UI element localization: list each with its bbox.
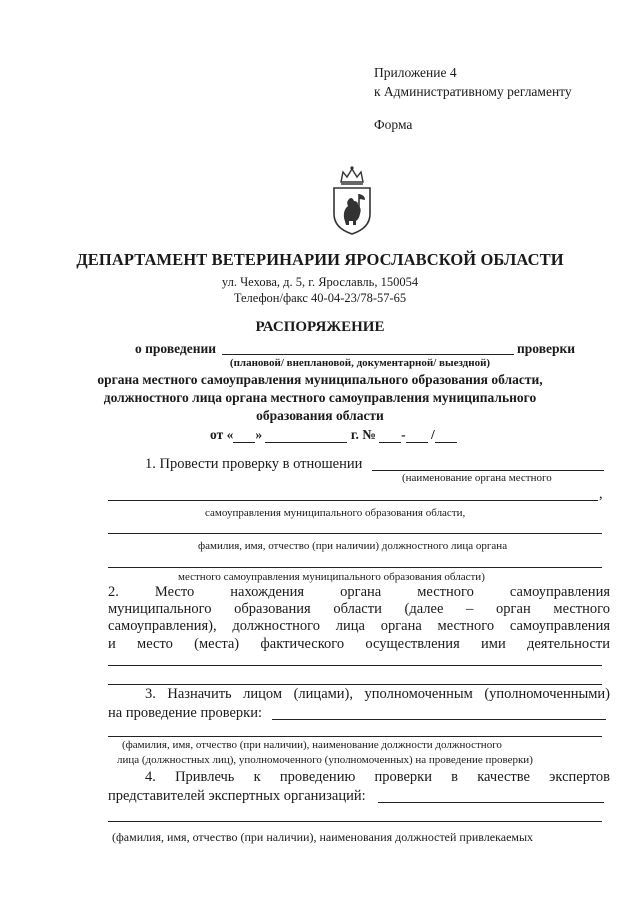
date-month-field[interactable] <box>265 428 347 443</box>
item-2-line-2: муниципального образования области (далее – орган местного <box>108 601 610 617</box>
form-label: Форма <box>374 117 413 132</box>
item-1-hint-4: местного самоуправления муниципального образования области) <box>178 571 485 583</box>
appendix-line-2: к Административному регламенту <box>374 84 572 99</box>
coat-of-arms-icon <box>329 164 375 236</box>
item-1-field-4[interactable] <box>108 567 602 568</box>
item-3-line-2: на проведение проверки: <box>108 705 263 721</box>
date-year-label: г. № <box>350 427 376 442</box>
item-2-line-3: самоуправления), должностного лица органа местного самоуправления <box>108 618 610 634</box>
item-1-field-3[interactable] <box>108 533 602 534</box>
order-number-slash: / <box>431 427 435 442</box>
item-3-line-1: 3. Назначить лицом (лицами), уполномоченным (уполномоченными) <box>145 686 610 702</box>
item-4-line-2: представителей экспертных организаций: <box>108 788 366 804</box>
item-3-field-1[interactable] <box>272 719 606 720</box>
item-2-field-1[interactable] <box>108 665 602 666</box>
order-number-part-2[interactable] <box>406 428 428 443</box>
item-1-field-2[interactable] <box>108 500 598 501</box>
item-4-line-1: 4. Привлечь к проведению проверки в качестве экспертов <box>145 769 610 785</box>
item-1-hint-3: фамилия, имя, отчество (при наличии) должностного лица органа <box>198 540 508 552</box>
item-3-field-2[interactable] <box>108 736 602 737</box>
item-1-text: 1. Провести проверку в отношении <box>145 456 363 472</box>
item-1-field-1[interactable] <box>372 470 604 471</box>
department-address: ул. Чехова, д. 5, г. Ярославль, 150054 <box>221 275 419 289</box>
date-line <box>210 427 457 443</box>
date-prefix: от « <box>210 427 234 442</box>
item-1-hint-1: (наименование органа местного <box>402 472 552 484</box>
appendix-line-1: Приложение 4 <box>374 65 457 80</box>
order-number-part-1[interactable] <box>379 428 401 443</box>
item-3-hint-1: (фамилия, имя, отчество (при наличии), наименование должности должностного <box>122 739 502 751</box>
order-title: РАСПОРЯЖЕНИЕ <box>255 319 385 335</box>
date-day-field[interactable] <box>233 428 255 443</box>
order-number-dash: - <box>401 427 406 442</box>
item-2-line-1: 2. Место нахождения органа местного самоуправления <box>108 584 610 600</box>
target-line-3: образования области <box>256 408 384 423</box>
department-phone: Телефон/факс 40-04-23/78-57-65 <box>233 291 407 305</box>
item-4-field-1[interactable] <box>378 802 604 803</box>
item-2-line-4: и место (места) фактического осуществления ими деятельности <box>108 636 610 652</box>
date-close-quote: » <box>255 427 263 442</box>
inspection-type-hint: (плановой/ внеплановой, документарной/ выездной) <box>229 357 491 369</box>
target-line-2: должностного лица органа местного самоуправления муниципального <box>103 390 537 405</box>
item-1-comma: , <box>599 486 603 502</box>
item-4-field-2[interactable] <box>108 821 602 822</box>
inspection-type-field[interactable] <box>222 354 514 355</box>
item-4-hint-1: (фамилия, имя, отчество (при наличии), наименования должностей привлекаемых <box>112 830 534 844</box>
order-about-suffix: проверки <box>517 341 576 356</box>
department-title: ДЕПАРТАМЕНТ ВЕТЕРИНАРИИ ЯРОСЛАВСКОЙ ОБЛАСТИ <box>76 250 564 269</box>
target-line-1: органа местного самоуправления муниципального образования области, <box>97 372 543 387</box>
appendix-note <box>374 63 572 101</box>
item-3-hint-2: лица (должностных лиц), уполномоченного (уполномоченных) на проведение проверки) <box>117 754 533 766</box>
department-contacts <box>0 274 640 306</box>
order-number-part-3[interactable] <box>435 428 457 443</box>
item-1-hint-2: самоуправления муниципального образования области, <box>205 507 466 519</box>
item-2-field-2[interactable] <box>108 684 602 685</box>
order-about-prefix: о проведении <box>135 341 217 356</box>
